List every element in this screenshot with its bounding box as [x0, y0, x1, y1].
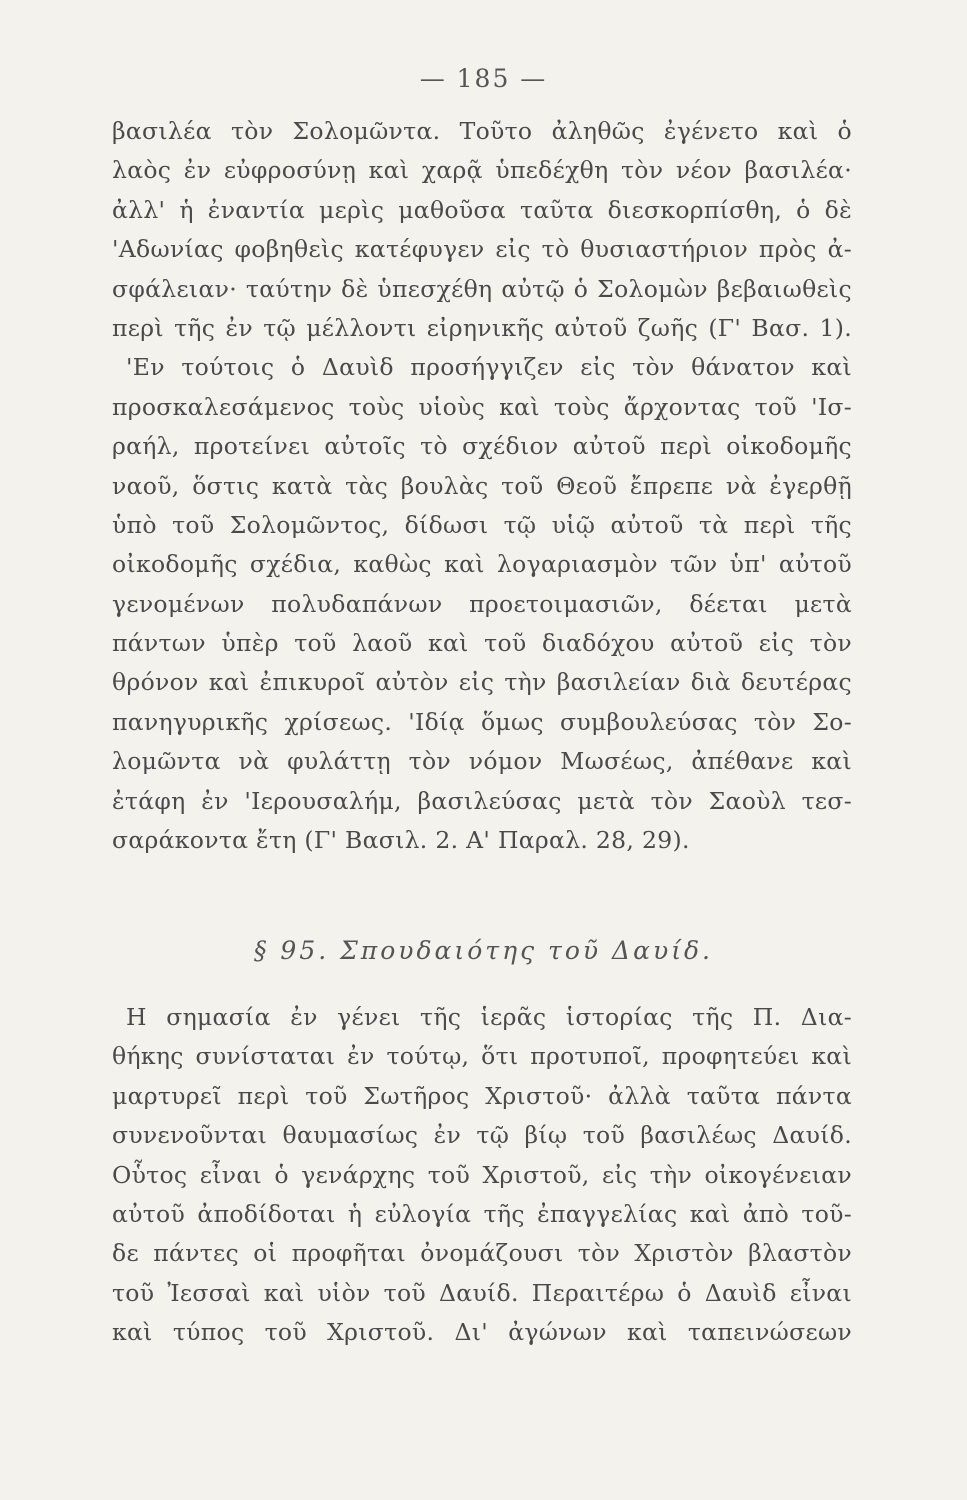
- text-line: ὑπὸ τοῦ Σολομῶντος, δίδωσι τῷ υἱῷ αὐτοῦ τὰ περὶ τῆς: [112, 510, 852, 539]
- text-line: περὶ τῆς ἐν τῷ μέλλοντι εἰρηνικῆς αὐτοῦ ζωῆς (Γ' Βασ. 1).: [112, 313, 852, 342]
- text-line: ἐτάφη ἐν 'Ιερουσαλήμ, βασιλεύσας μετὰ τὸν Σαοὺλ τεσ-: [112, 786, 852, 815]
- paragraph-2: [112, 998, 852, 1353]
- text-line: λομῶντα νὰ φυλάττῃ τὸν νόμον Μωσέως, ἀπέθανε καὶ: [112, 747, 852, 776]
- text-line: θήκης συνίσταται ἐν τούτῳ, ὅτι προτυποῖ, προφητεύει καὶ: [112, 1042, 852, 1071]
- paragraph-1: [112, 112, 852, 860]
- text-line: καὶ τύπος τοῦ Χριστοῦ. Δι' ἀγώνων καὶ ταπεινώσεων: [112, 1318, 852, 1347]
- text-line: Οὗτος εἶναι ὁ γενάρχης τοῦ Χριστοῦ, εἰς τὴν οἰκογένειαν: [112, 1160, 852, 1189]
- text-line: ναοῦ, ὅστις κατὰ τὰς βουλὰς τοῦ Θεοῦ ἔπρεπε νὰ ἐγερθῇ: [112, 471, 852, 500]
- section-heading: § 95. Σπουδαιότης τοῦ Δαυίδ.: [253, 936, 713, 965]
- text-line: μαρτυρεῖ περὶ τοῦ Σωτῆρος Χριστοῦ· ἀλλὰ ταῦτα πάντα: [112, 1081, 852, 1110]
- text-line: τοῦ Ἰεσσαὶ καὶ υἱὸν τοῦ Δαυίδ. Περαιτέρω ὁ Δαυὶδ εἶναι: [112, 1278, 852, 1307]
- text-line: λαὸς ἐν εὐφροσύνῃ καὶ χαρᾷ ὑπεδέχθη τὸν νέον βασιλέα·: [112, 156, 852, 185]
- text-line: βασιλέα τὸν Σολομῶντα. Τοῦτο ἀληθῶς ἐγένετο καὶ ὁ: [112, 117, 852, 145]
- text-line: δε πάντες οἱ προφῆται ὀνομάζουσι τὸν Χριστὸν βλαστὸν: [112, 1239, 852, 1268]
- text-line: ἀλλ' ἡ ἐναντία μερὶς μαθοῦσα ταῦτα διεσκορπίσθη, ὁ δὲ: [112, 195, 852, 224]
- text-line: οἰκοδομῆς σχέδια, καθὼς καὶ λογαριασμὸν τῶν ὑπ' αὐτοῦ: [112, 550, 852, 579]
- text-line: σφάλειαν· ταύτην δὲ ὑπεσχέθη αὐτῷ ὁ Σολομὼν βεβαιωθεὶς: [112, 274, 852, 303]
- text-line: Η σημασία ἐν γένει τῆς ἱερᾶς ἱστορίας τῆς Π. Δια-: [126, 1003, 852, 1031]
- text-line: θρόνον καὶ ἐπικυροῖ αὐτὸν εἰς τὴν βασιλείαν διὰ δευτέρας: [112, 668, 852, 697]
- text-line: γενομένων πολυδαπάνων προετοιμασιῶν, δέεται μετὰ: [112, 589, 852, 618]
- text-line: σαράκοντα ἔτη (Γ' Βασιλ. 2. Α' Παραλ. 28, 29).: [112, 826, 690, 855]
- text-line: 'Εν τούτοις ὁ Δαυὶδ προσήγγιζεν εἰς τὸν θάνατον καὶ: [126, 353, 852, 382]
- text-line: αὐτοῦ ἀποδίδοται ἡ εὐλογία τῆς ἐπαγγελίας καὶ ἀπὸ τοῦ-: [112, 1199, 852, 1228]
- text-line: συνενοῦνται θαυμασίως ἐν τῷ βίῳ τοῦ βασιλέως Δαυίδ.: [112, 1121, 852, 1150]
- text-line: προσκαλεσάμενος τοὺς υἱοὺς καὶ τοὺς ἄρχοντας τοῦ 'Ισ-: [112, 392, 852, 421]
- text-line: πανηγυρικῆς χρίσεως. 'Ιδίᾳ ὅμως συμβουλεύσας τὸν Σο-: [112, 707, 852, 736]
- text-line: ραήλ, προτείνει αὐτοῖς τὸ σχέδιον αὐτοῦ περὶ οἰκοδομῆς: [112, 432, 852, 461]
- page-number: — 185 —: [419, 64, 548, 93]
- text-line: 'Αδωνίας φοβηθεὶς κατέφυγεν εἰς τὸ θυσιαστήριον πρὸς ἀ-: [112, 235, 852, 264]
- text-line: πάντων ὑπὲρ τοῦ λαοῦ καὶ τοῦ διαδόχου αὐτοῦ εἰς τὸν: [112, 629, 852, 658]
